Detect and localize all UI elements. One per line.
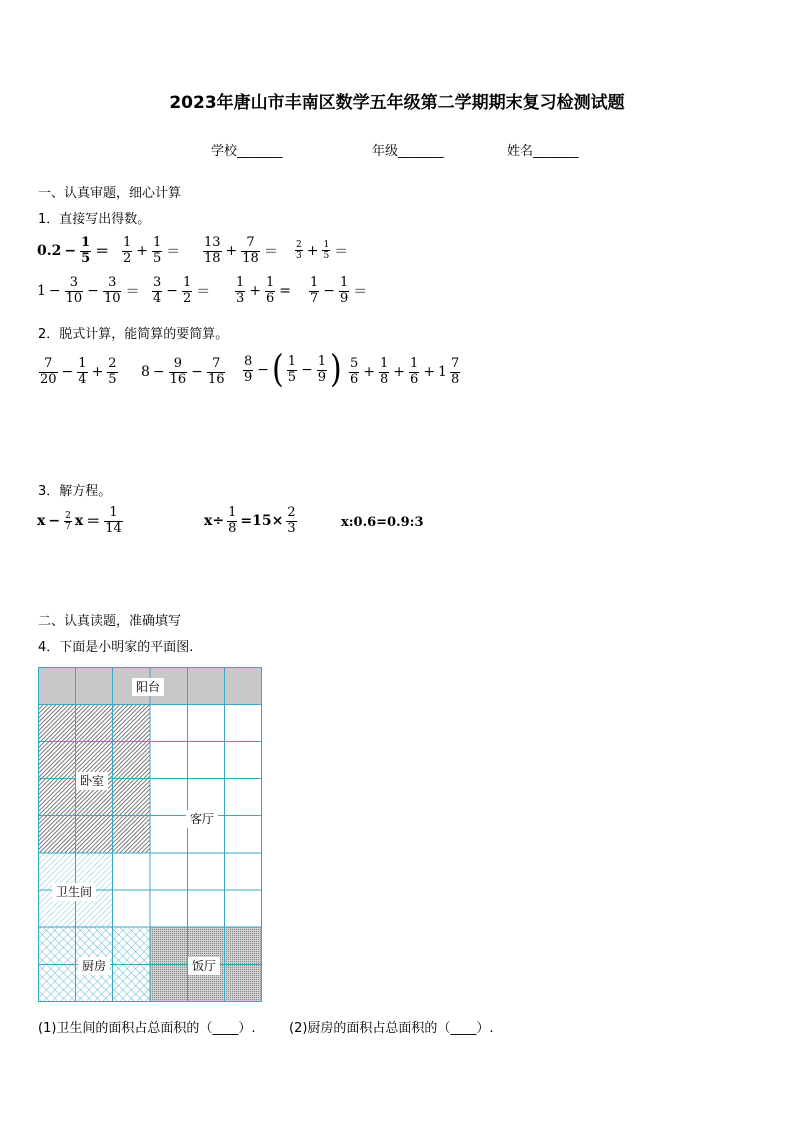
balcony-label: 阳台 xyxy=(132,678,164,696)
equals: = xyxy=(279,283,292,300)
right-paren: ) xyxy=(330,347,342,392)
fraction: $\frac{7}{8}$ xyxy=(450,356,460,387)
bathroom-label: 卫生间 xyxy=(52,883,96,901)
operator: + xyxy=(136,243,149,260)
fraction: $\frac{8}{9}$ xyxy=(244,354,253,385)
equals: ＝ xyxy=(166,244,181,261)
equals: ＝ xyxy=(125,284,140,301)
fraction: $\frac{1}{9}$ xyxy=(340,275,349,306)
section2-heading: 二、认真读题，准确填写 xyxy=(38,614,182,629)
operator: + xyxy=(91,364,104,381)
operator: − xyxy=(64,243,77,260)
variable: x xyxy=(74,513,84,530)
q2-text: 2．脱式计算，能简算的要简算。 xyxy=(38,327,229,342)
equals: ＝ xyxy=(334,243,349,260)
q2-expr-2 xyxy=(141,357,226,388)
number: 0.2 xyxy=(37,243,62,260)
page-title: 2023年唐山市丰南区数学五年级第二学期期末复习检测试题 xyxy=(169,93,625,113)
fraction: $\frac{1}{2}$ xyxy=(183,275,192,306)
bedroom-label: 卧室 xyxy=(76,772,108,790)
q3-text: 3．解方程。 xyxy=(38,484,112,499)
fraction: $\frac{2}{3}$ xyxy=(287,505,296,536)
fraction: $\frac{3}{10}$ xyxy=(103,275,121,306)
fraction: $\frac{5}{6}$ xyxy=(350,356,359,387)
left-paren: ( xyxy=(272,347,284,392)
floor-plan xyxy=(38,667,262,1002)
fraction: $\frac{2}{5}$ xyxy=(108,356,117,387)
operator: − xyxy=(48,283,61,300)
equals: ＝ xyxy=(196,284,211,301)
fraction: $\frac{1}{5}$ xyxy=(287,354,297,385)
fraction: $\frac{7}{18}$ xyxy=(242,235,259,266)
fraction: $\frac{1}{6}$ xyxy=(266,275,275,306)
fraction: $\frac{1}{6}$ xyxy=(410,356,419,387)
q1-expr-7 xyxy=(234,276,292,307)
fraction: $\frac{1}{3}$ xyxy=(236,275,245,306)
dining-room-label: 饭厅 xyxy=(188,957,220,975)
fraction: $\frac{3}{4}$ xyxy=(153,275,162,306)
operator: + xyxy=(249,283,262,300)
floor-plan-grid xyxy=(38,667,262,1002)
operator: − xyxy=(61,364,74,381)
q1-expr-2 xyxy=(121,236,181,267)
operator: − xyxy=(191,364,203,381)
equals: ＝ xyxy=(353,284,368,301)
kitchen-label: 厨房 xyxy=(78,957,110,975)
equals: ＝ xyxy=(86,514,101,531)
equals: ＝ xyxy=(263,244,278,261)
q3-eq-3: x:0.6=0.9:3 xyxy=(341,515,424,530)
equals: ＝ xyxy=(95,244,110,261)
fraction: $\frac{1}{8}$ xyxy=(380,356,389,387)
q1-text: 1．直接写出得数。 xyxy=(38,212,151,227)
number: 8 xyxy=(141,364,150,381)
operator: + xyxy=(225,243,238,260)
q1-expr-4 xyxy=(294,240,349,262)
operator: + xyxy=(423,364,436,381)
operator: − xyxy=(257,362,270,379)
fraction: $\frac{1}{5}$ xyxy=(153,235,162,266)
operator: =15× xyxy=(240,513,284,530)
variable: x xyxy=(37,513,46,530)
fraction: $\frac{1}{2}$ xyxy=(123,235,132,266)
fraction: $\frac{1}{14}$ xyxy=(105,505,122,536)
fraction: $\frac{1}{9}$ xyxy=(317,354,327,385)
fraction: $\frac{1}{5}$ xyxy=(323,240,330,262)
school-field: 学校_______ xyxy=(211,144,283,159)
fraction: $\frac{7}{20}$ xyxy=(40,356,57,387)
q1-expr-8 xyxy=(308,276,368,307)
q1-expr-6 xyxy=(151,276,211,307)
q3-eq-2 xyxy=(204,506,298,537)
fraction: $\frac{1}{4}$ xyxy=(78,356,87,387)
q3-eq-1 xyxy=(37,506,124,537)
fraction: $\frac{2}{7}$ xyxy=(65,510,71,532)
variable: x÷ xyxy=(204,513,225,530)
fraction: $\frac{3}{10}$ xyxy=(65,275,83,306)
fraction: $\frac{1}{5}$ xyxy=(81,235,91,266)
living-room-label: 客厅 xyxy=(186,810,218,828)
q4-text: 4．下面是小明家的平面图. xyxy=(38,640,194,655)
operator: − xyxy=(152,364,165,381)
fraction: $\frac{9}{16}$ xyxy=(169,356,187,387)
name-field: 姓名_______ xyxy=(507,144,579,159)
answer-2: (2)厨房的面积占总面积的（____）. xyxy=(289,1021,494,1036)
number: 1 xyxy=(438,364,447,381)
q2-expr-4 xyxy=(348,357,461,388)
q1-expr-1 xyxy=(37,236,110,267)
fraction: $\frac{7}{16}$ xyxy=(207,356,225,387)
answer-1: (1)卫生间的面积占总面积的（____）. xyxy=(38,1021,256,1036)
fraction: $\frac{13}{18}$ xyxy=(204,235,221,266)
operator: + xyxy=(363,364,376,381)
number: 1 xyxy=(37,283,46,300)
operator: + xyxy=(393,364,406,381)
fraction: $\frac{2}{3}$ xyxy=(296,240,302,262)
section1-heading: 一、认真审题，细心计算 xyxy=(38,186,182,201)
fraction: $\frac{1}{8}$ xyxy=(228,505,237,536)
operator: − xyxy=(323,283,336,300)
operator: − xyxy=(301,362,313,379)
operator: − xyxy=(48,513,61,530)
q1-expr-5 xyxy=(37,276,140,307)
q1-expr-3 xyxy=(202,236,279,267)
q2-expr-1 xyxy=(38,357,119,388)
operator: − xyxy=(87,283,99,300)
q2-expr-3 xyxy=(242,347,342,392)
grade-field: 年级_______ xyxy=(372,144,444,159)
operator: − xyxy=(166,283,179,300)
operator: + xyxy=(306,242,319,259)
fraction: $\frac{1}{7}$ xyxy=(310,275,319,306)
